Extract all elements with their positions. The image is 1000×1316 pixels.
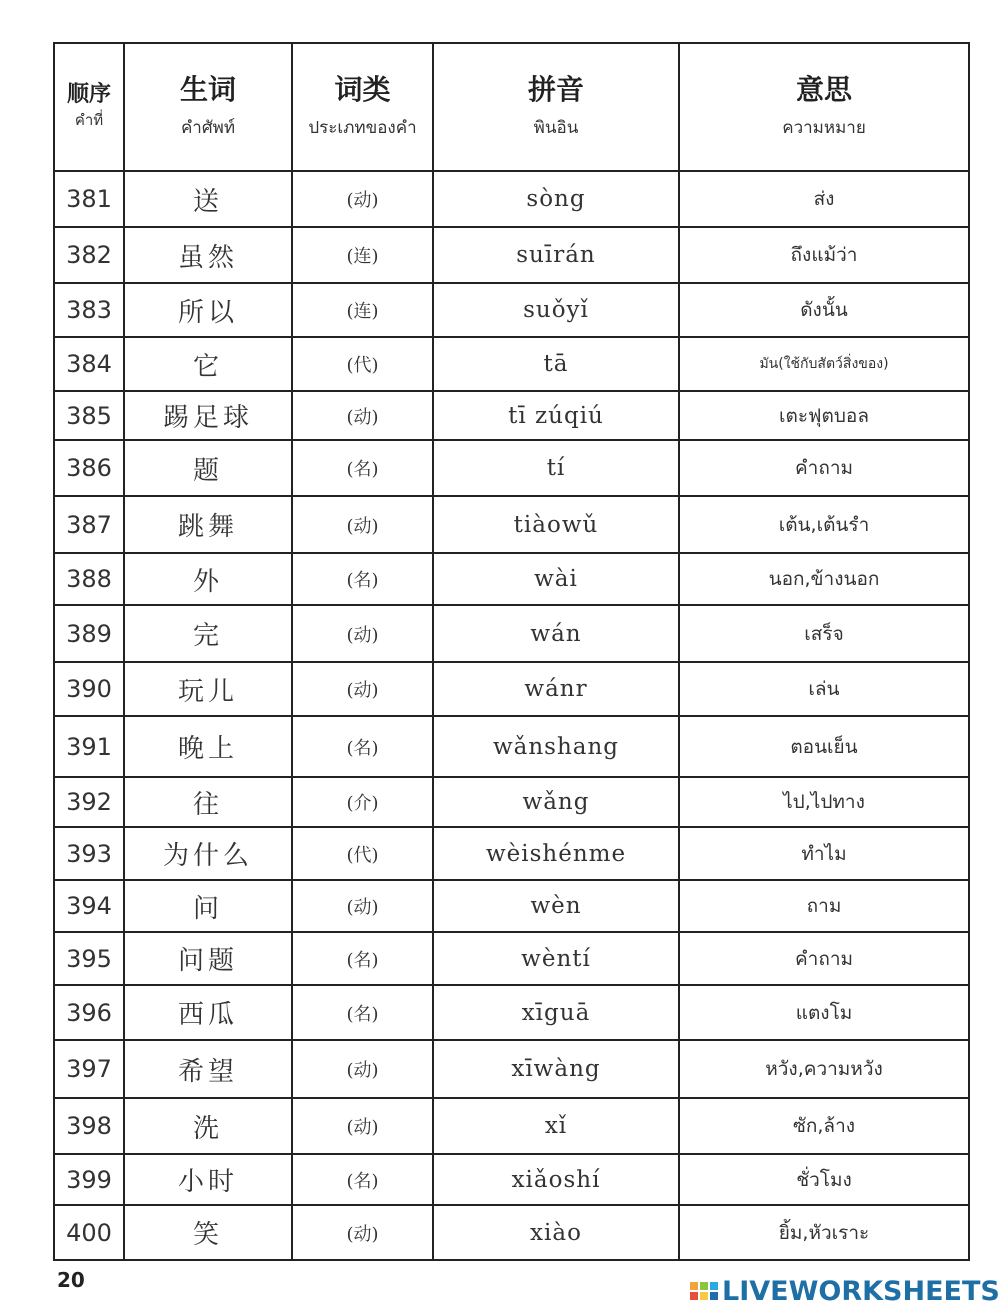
row-pinyin: sòng	[433, 171, 679, 227]
row-number: 397	[54, 1040, 124, 1098]
row-number: 393	[54, 827, 124, 880]
row-meaning: ถาม	[679, 880, 969, 932]
row-word: 为什么	[124, 827, 292, 880]
table-row	[54, 283, 969, 337]
row-word: 希望	[124, 1040, 292, 1098]
row-word: 笑	[124, 1205, 292, 1260]
header-pinyin	[433, 43, 679, 171]
table-row	[54, 827, 969, 880]
row-pinyin: tā	[433, 337, 679, 391]
header-meaning-th: ความหมาย	[782, 118, 866, 138]
row-pinyin: tiàowǔ	[433, 496, 679, 553]
table-row	[54, 440, 969, 496]
row-word: 晚上	[124, 716, 292, 777]
row-part-of-speech: (介)	[292, 777, 433, 827]
row-number: 386	[54, 440, 124, 496]
row-part-of-speech: (动)	[292, 171, 433, 227]
row-pinyin: tí	[433, 440, 679, 496]
row-number: 392	[54, 777, 124, 827]
row-word: 玩儿	[124, 662, 292, 716]
logo-square	[710, 1282, 718, 1290]
row-pinyin: suīrán	[433, 227, 679, 283]
table-row	[54, 391, 969, 440]
table-row	[54, 932, 969, 985]
row-word: 虽然	[124, 227, 292, 283]
row-part-of-speech: (动)	[292, 605, 433, 662]
table-row	[54, 1098, 969, 1154]
header-meaning	[679, 43, 969, 171]
row-number: 394	[54, 880, 124, 932]
liveworksheets-icon	[690, 1282, 718, 1300]
row-part-of-speech: (名)	[292, 1154, 433, 1205]
header-meaning-zh: 意思	[795, 73, 852, 106]
row-part-of-speech: (名)	[292, 932, 433, 985]
row-meaning: ตอนเย็น	[679, 716, 969, 777]
table-row	[54, 880, 969, 932]
row-part-of-speech: (连)	[292, 283, 433, 337]
row-pinyin: tī zúqiú	[433, 391, 679, 440]
row-word: 完	[124, 605, 292, 662]
row-number: 382	[54, 227, 124, 283]
logo-square	[710, 1292, 718, 1300]
table-row	[54, 605, 969, 662]
row-meaning: แตงโม	[679, 985, 969, 1040]
row-pinyin: wài	[433, 553, 679, 605]
row-number: 390	[54, 662, 124, 716]
row-meaning: ทำไม	[679, 827, 969, 880]
row-meaning: เล่น	[679, 662, 969, 716]
table-row	[54, 337, 969, 391]
row-pinyin: xiào	[433, 1205, 679, 1260]
header-pinyin-zh: 拼音	[527, 73, 584, 106]
header-part-of-speech	[292, 43, 433, 171]
header-number-th: คำที่	[74, 111, 104, 129]
row-word: 题	[124, 440, 292, 496]
row-word: 送	[124, 171, 292, 227]
row-meaning: เต้น,เต้นรำ	[679, 496, 969, 553]
row-part-of-speech: (代)	[292, 827, 433, 880]
row-pinyin: xīwàng	[433, 1040, 679, 1098]
row-number: 388	[54, 553, 124, 605]
row-meaning: ดังนั้น	[679, 283, 969, 337]
row-number: 384	[54, 337, 124, 391]
row-number: 395	[54, 932, 124, 985]
row-word: 问	[124, 880, 292, 932]
row-part-of-speech: (动)	[292, 1205, 433, 1260]
liveworksheets-logo	[690, 1276, 1000, 1306]
row-pinyin: wǎnshang	[433, 716, 679, 777]
row-part-of-speech: (动)	[292, 1098, 433, 1154]
row-part-of-speech: (动)	[292, 662, 433, 716]
row-number: 387	[54, 496, 124, 553]
row-word: 所以	[124, 283, 292, 337]
table-row	[54, 716, 969, 777]
row-part-of-speech: (动)	[292, 880, 433, 932]
row-word: 外	[124, 553, 292, 605]
header-pinyin-th: พินอิน	[533, 118, 579, 138]
table-row	[54, 496, 969, 553]
row-word: 西瓜	[124, 985, 292, 1040]
row-number: 398	[54, 1098, 124, 1154]
row-meaning: ชั่วโมง	[679, 1154, 969, 1205]
row-meaning: หวัง,ความหวัง	[679, 1040, 969, 1098]
row-word: 问题	[124, 932, 292, 985]
header-pos-zh: 词类	[334, 73, 391, 106]
row-meaning: นอก,ข้างนอก	[679, 553, 969, 605]
header-number-zh: 顺序	[66, 81, 111, 107]
row-meaning: ไป,ไปทาง	[679, 777, 969, 827]
row-meaning: คำถาม	[679, 440, 969, 496]
row-part-of-speech: (名)	[292, 716, 433, 777]
brand-name: LIVEWORKSHEETS	[722, 1275, 1000, 1307]
row-part-of-speech: (名)	[292, 553, 433, 605]
row-part-of-speech: (动)	[292, 391, 433, 440]
row-word: 它	[124, 337, 292, 391]
table-header-row	[54, 43, 969, 171]
table-row	[54, 171, 969, 227]
row-word: 洗	[124, 1098, 292, 1154]
row-number: 381	[54, 171, 124, 227]
table-row	[54, 227, 969, 283]
row-meaning: มัน(ใช้กับสัตว์สิ่งของ)	[679, 337, 969, 391]
logo-square	[700, 1282, 708, 1290]
row-meaning: เตะฟุตบอล	[679, 391, 969, 440]
row-pinyin: wèntí	[433, 932, 679, 985]
row-part-of-speech: (名)	[292, 985, 433, 1040]
row-number: 396	[54, 985, 124, 1040]
row-number: 399	[54, 1154, 124, 1205]
table-row	[54, 1205, 969, 1260]
vocabulary-table	[53, 42, 970, 1261]
table-row	[54, 553, 969, 605]
row-number: 385	[54, 391, 124, 440]
row-pinyin: wèishénme	[433, 827, 679, 880]
row-part-of-speech: (名)	[292, 440, 433, 496]
row-meaning: ส่ง	[679, 171, 969, 227]
row-meaning: ยิ้ม,หัวเราะ	[679, 1205, 969, 1260]
row-pinyin: suǒyǐ	[433, 283, 679, 337]
row-pinyin: wèn	[433, 880, 679, 932]
row-word: 踢足球	[124, 391, 292, 440]
logo-square	[690, 1282, 698, 1290]
row-meaning: เสร็จ	[679, 605, 969, 662]
logo-square	[690, 1292, 698, 1300]
page-number: 20	[57, 1268, 85, 1292]
row-pinyin: wǎng	[433, 777, 679, 827]
row-part-of-speech: (连)	[292, 227, 433, 283]
row-pinyin: xīguā	[433, 985, 679, 1040]
header-word	[124, 43, 292, 171]
table-row	[54, 1154, 969, 1205]
row-word: 往	[124, 777, 292, 827]
row-word: 小时	[124, 1154, 292, 1205]
row-pinyin: xiǎoshí	[433, 1154, 679, 1205]
table-row	[54, 985, 969, 1040]
table-row	[54, 662, 969, 716]
row-word: 跳舞	[124, 496, 292, 553]
row-pinyin: xǐ	[433, 1098, 679, 1154]
row-pinyin: wán	[433, 605, 679, 662]
row-part-of-speech: (动)	[292, 1040, 433, 1098]
logo-square	[700, 1292, 708, 1300]
table-row	[54, 1040, 969, 1098]
row-meaning: ซัก,ล้าง	[679, 1098, 969, 1154]
row-number: 383	[54, 283, 124, 337]
row-meaning: คำถาม	[679, 932, 969, 985]
row-number: 400	[54, 1205, 124, 1260]
row-part-of-speech: (代)	[292, 337, 433, 391]
row-meaning: ถึงแม้ว่า	[679, 227, 969, 283]
header-number	[54, 43, 124, 171]
row-number: 391	[54, 716, 124, 777]
header-word-zh: 生词	[179, 73, 236, 106]
header-pos-th: ประเภทของคำ	[308, 118, 417, 138]
table-row	[54, 777, 969, 827]
row-part-of-speech: (动)	[292, 496, 433, 553]
row-pinyin: wánr	[433, 662, 679, 716]
row-number: 389	[54, 605, 124, 662]
header-word-th: คำศัพท์	[180, 118, 236, 138]
